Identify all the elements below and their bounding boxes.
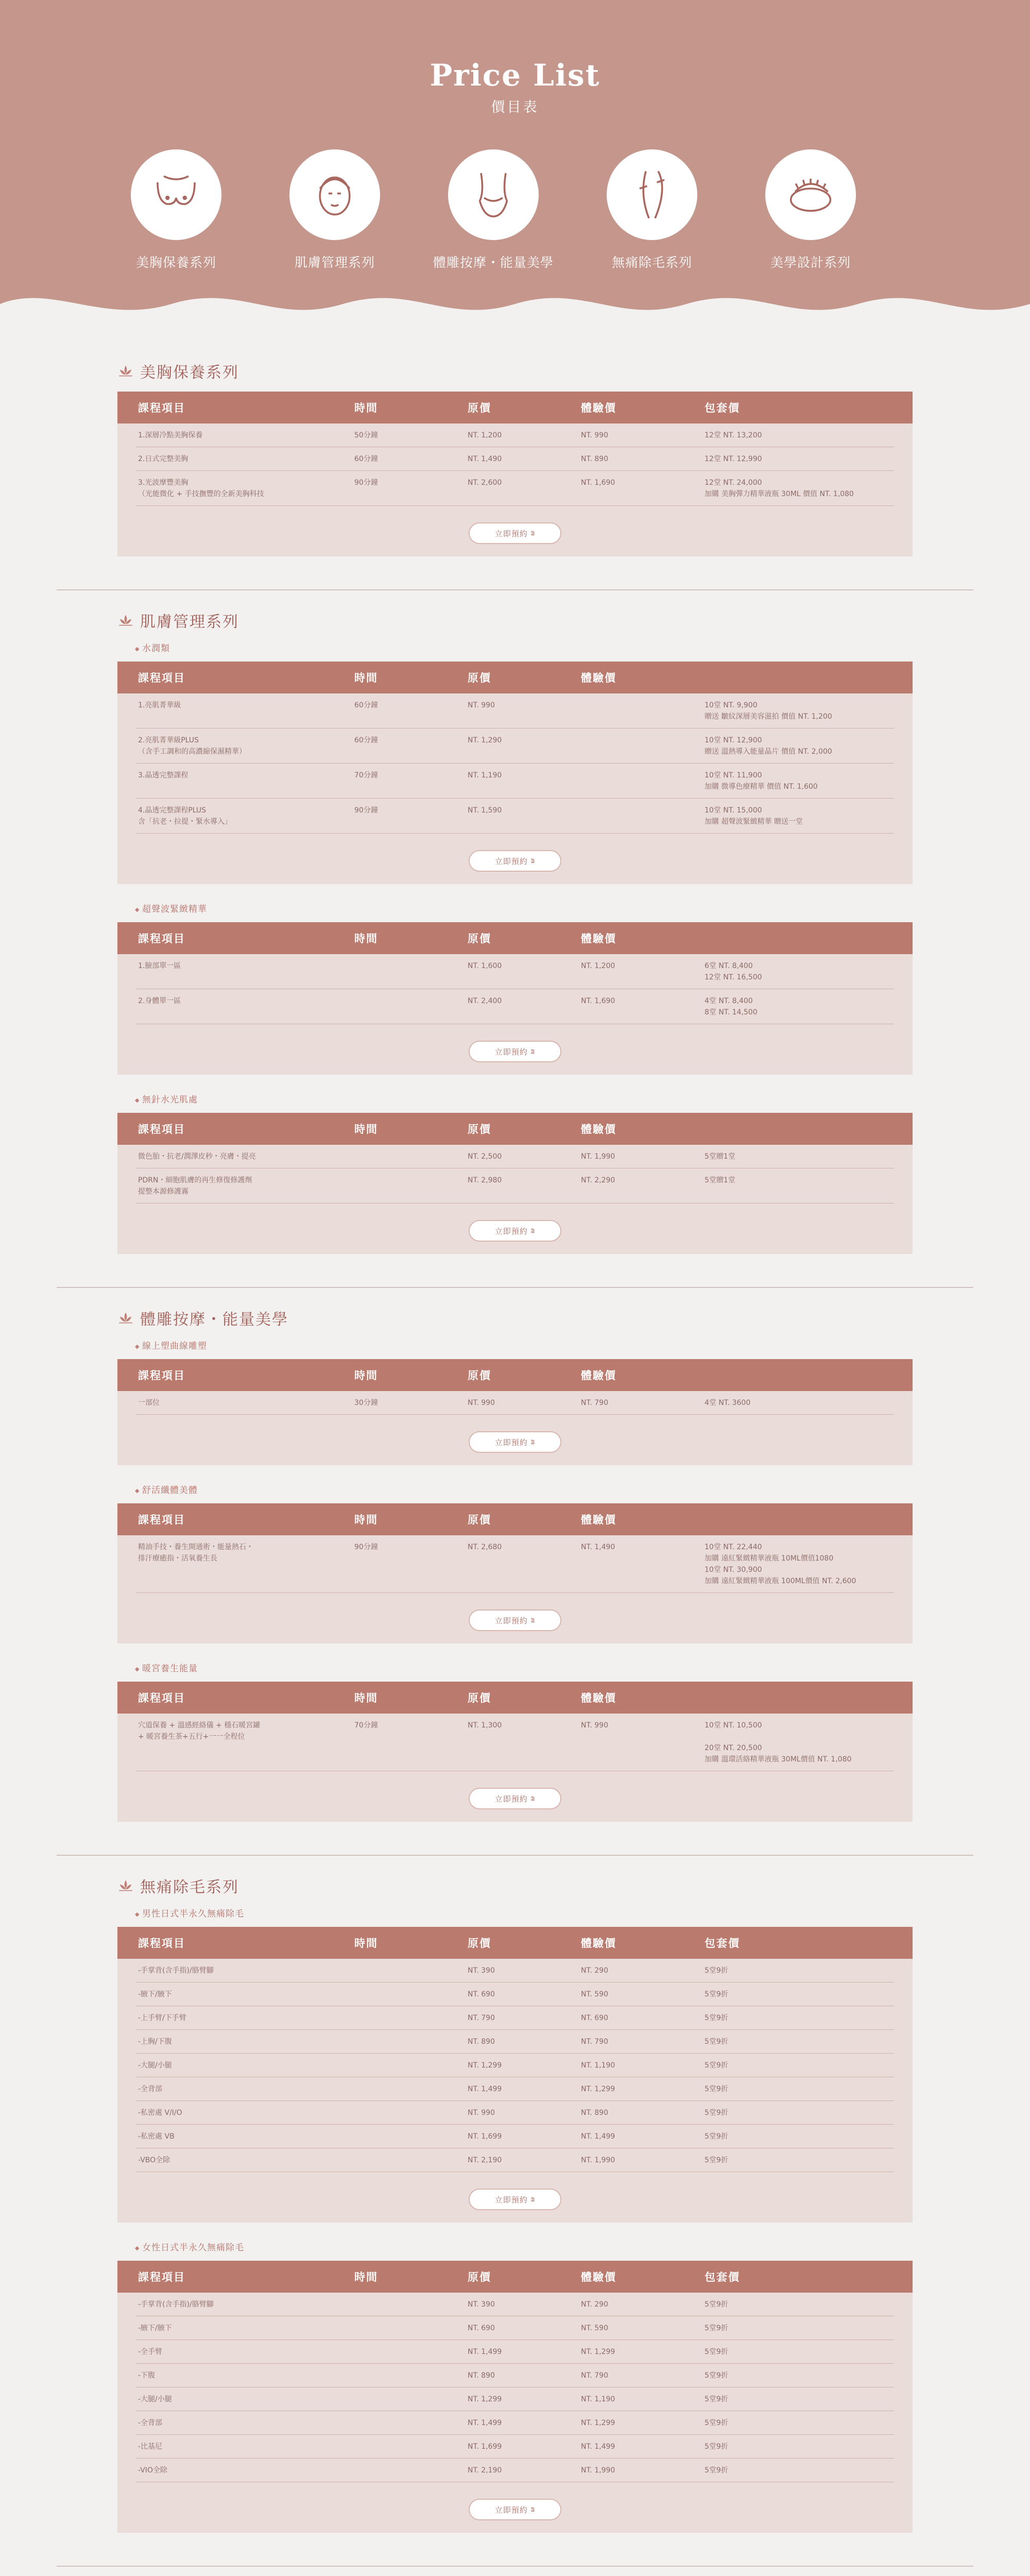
cell-item: -腋下/腋下 <box>138 2324 172 2332</box>
column-header-time: 時間 <box>354 671 378 684</box>
table-row <box>136 2006 894 2030</box>
section-title <box>117 1875 239 1896</box>
cell-item: -大腿/小腿 <box>138 2395 172 2403</box>
column-header-item: 課程項目 <box>138 671 185 684</box>
column-header-time: 時間 <box>354 1123 378 1136</box>
category-label: 體雕按摩・能量美學 <box>433 255 554 270</box>
cell-item: -私密處 V/I/O <box>138 2109 182 2117</box>
table-row <box>136 1391 894 1415</box>
cell-price: NT. 1,499 <box>468 2419 502 2427</box>
subsection-title: ◆ 水潤類 <box>135 641 170 654</box>
lotus-icon <box>117 1878 134 1893</box>
cell-price: NT. 990 <box>468 2109 495 2117</box>
price-table <box>117 2261 913 2533</box>
cell-package: 12堂 NT. 24,000 加購 美胸彈力精華液瓶 30ML 價值 NT. 1,080 <box>705 479 854 498</box>
column-header-price: 原價 <box>468 1513 491 1526</box>
column-header-package: 包套價 <box>705 401 740 414</box>
book-now-button[interactable]: 立即預約 ⩰ <box>469 2499 561 2520</box>
cell-package: 5堂贈1堂 <box>705 1153 735 1161</box>
table-row <box>136 2293 894 2316</box>
cell-price: NT. 1,290 <box>468 736 502 744</box>
cell-package: 6堂 NT. 8,400 12堂 NT. 16,500 <box>705 962 762 981</box>
cell-package: 5堂贈1堂 <box>705 1176 735 1184</box>
cell-time: 70分鐘 <box>354 1721 378 1730</box>
cell-time: 60分鐘 <box>354 455 378 463</box>
cell-time: 70分鐘 <box>354 771 378 779</box>
cell-package: 10堂 NT. 12,900 贈送 溫熱導入能量晶片 價值 NT. 2,000 <box>705 736 832 756</box>
subsection-title: ◆ 舒活纖體美體 <box>135 1483 198 1496</box>
section-title-text: 肌膚管理系列 <box>140 613 239 631</box>
price-table <box>117 662 913 884</box>
page-title: Price List <box>430 58 600 93</box>
table-row <box>136 2077 894 2101</box>
table-row <box>136 2101 894 2125</box>
category-lash[interactable] <box>744 149 878 271</box>
table-row <box>136 799 894 834</box>
cell-price: NT. 890 <box>468 2371 495 2380</box>
cell-package: 5堂9折 <box>705 2014 728 2022</box>
column-header-trial: 體驗價 <box>581 1513 616 1526</box>
cell-trial: NT. 1,490 <box>581 1543 615 1551</box>
cell-price: NT. 990 <box>468 701 495 709</box>
cell-item: 1.深層冷點美胸保養 <box>138 431 203 439</box>
price-table <box>117 392 913 556</box>
table-header <box>117 1359 913 1391</box>
column-header-item: 課程項目 <box>138 932 185 945</box>
column-header-price: 原價 <box>468 1937 491 1950</box>
table-row <box>136 1959 894 1982</box>
table-row <box>136 2054 894 2077</box>
cell-price: NT. 1,699 <box>468 2132 502 2141</box>
column-header-item: 課程項目 <box>138 1513 185 1526</box>
table-row <box>136 764 894 799</box>
subsection-title: ◆ 暖宮養生能量 <box>135 1661 198 1674</box>
section-title-text: 美胸保養系列 <box>140 364 239 382</box>
price-table <box>117 1682 913 1822</box>
column-header-item: 課程項目 <box>138 2270 185 2283</box>
table-row <box>136 2459 894 2482</box>
cell-time: 30分鐘 <box>354 1399 378 1407</box>
column-header-time: 時間 <box>354 1513 378 1526</box>
section-divider <box>57 589 973 590</box>
column-header-price: 原價 <box>468 932 491 945</box>
cell-price: NT. 1,299 <box>468 2061 502 2070</box>
section-divider <box>57 1855 973 1856</box>
column-header-item: 課程項目 <box>138 1691 185 1704</box>
column-header-time: 時間 <box>354 1691 378 1704</box>
table-row <box>136 2316 894 2340</box>
table-row <box>136 471 894 506</box>
cell-package: 5堂9折 <box>705 2132 728 2141</box>
cell-price: NT. 1,699 <box>468 2443 502 2451</box>
column-header-price: 原價 <box>468 401 491 414</box>
table-header <box>117 662 913 693</box>
table-row <box>136 728 894 764</box>
cell-item: -大腿/小腿 <box>138 2061 172 2070</box>
cell-time: 90分鐘 <box>354 479 378 487</box>
column-header-trial: 體驗價 <box>581 1369 616 1382</box>
cell-trial: NT. 790 <box>581 2038 608 2046</box>
cell-trial: NT. 1,990 <box>581 1153 615 1161</box>
cell-price: NT. 390 <box>468 1967 495 1975</box>
cell-price: NT. 2,980 <box>468 1176 502 1184</box>
cell-item: 1.亮肌菁華級 <box>138 701 181 709</box>
category-label: 美學設計系列 <box>770 255 851 270</box>
cell-item: -全背部 <box>138 2085 163 2093</box>
cell-item: -VBO全除 <box>138 2156 170 2164</box>
wave-divider <box>0 283 1030 319</box>
book-now-button[interactable]: 立即預約 ⩰ <box>469 1431 561 1453</box>
table-row <box>136 989 894 1024</box>
cell-trial: NT. 1,190 <box>581 2395 615 2403</box>
table-row <box>136 1714 894 1771</box>
table-header <box>117 1503 913 1535</box>
cell-trial: NT. 890 <box>581 455 608 463</box>
section-title-text: 無痛除毛系列 <box>140 1878 239 1896</box>
cell-item: 微色胎・抗老/潤澤皮秒・亮膚・提亮 <box>138 1153 256 1161</box>
cell-trial: NT. 990 <box>581 431 608 439</box>
subsection-title: ◆ 超聲波緊緻精華 <box>135 902 207 914</box>
cell-item: -下腹 <box>138 2371 156 2380</box>
cell-item: -私密處 VB <box>138 2132 175 2141</box>
book-now-button[interactable]: 立即預約 ⩰ <box>469 1788 561 1809</box>
cell-trial: NT. 890 <box>581 2109 608 2117</box>
table-row <box>136 2411 894 2435</box>
page-subtitle: 價目表 <box>491 99 539 115</box>
table-row <box>136 2148 894 2172</box>
column-header-price: 原價 <box>468 671 491 684</box>
category-legs[interactable] <box>585 149 719 271</box>
cell-time: 60分鐘 <box>354 701 378 709</box>
cell-trial: NT. 290 <box>581 1967 608 1975</box>
column-header-time: 時間 <box>354 1937 378 1950</box>
lotus-icon <box>117 613 134 628</box>
cell-item: -上胸/下腹 <box>138 2038 172 2046</box>
table-header <box>117 1927 913 1959</box>
cell-time: 90分鐘 <box>354 806 378 815</box>
chest-icon <box>131 149 221 240</box>
table-header <box>117 1113 913 1145</box>
category-chest[interactable] <box>109 149 243 271</box>
table-row <box>136 2030 894 2054</box>
price-table <box>117 1927 913 2223</box>
section-title <box>117 610 239 631</box>
section-title-text: 體雕按摩・能量美學 <box>140 1311 288 1329</box>
cell-item: -手掌背(含手指)/胳臂腳 <box>138 2300 214 2309</box>
book-now-button[interactable]: 立即預約 ⩰ <box>469 1609 561 1631</box>
book-now-button[interactable]: 立即預約 ⩰ <box>469 1041 561 1062</box>
cell-item: -手掌背(含手指)/胳臂腳 <box>138 1967 214 1975</box>
table-header <box>117 1682 913 1714</box>
cell-trial: NT. 790 <box>581 2371 608 2380</box>
price-table <box>117 1359 913 1465</box>
cell-price: NT. 790 <box>468 2014 495 2022</box>
cell-price: NT. 2,190 <box>468 2466 502 2475</box>
cell-price: NT. 2,500 <box>468 1153 502 1161</box>
table-header <box>117 922 913 954</box>
cell-price: NT. 1,499 <box>468 2348 502 2356</box>
cell-trial: NT. 990 <box>581 1721 608 1730</box>
section-divider <box>57 1287 973 1288</box>
cell-item: -全手臂 <box>138 2348 163 2356</box>
cell-package: 5堂9折 <box>705 2466 728 2475</box>
cell-item: 3.晶透完整課程 <box>138 771 188 779</box>
section-title <box>117 1308 288 1328</box>
table-row <box>136 693 894 728</box>
cell-trial: NT. 790 <box>581 1399 608 1407</box>
category-label: 美胸保養系列 <box>135 255 216 270</box>
column-header-time: 時間 <box>354 401 378 414</box>
cell-price: NT. 1,499 <box>468 2085 502 2093</box>
price-table <box>117 922 913 1075</box>
cell-item: 穴道保養 + 溫感經絡儀 + 穩石暖宮罐 + 暖宮養生茶+五行+一一全程位 <box>138 1721 261 1741</box>
cell-item: -比基尼 <box>138 2443 163 2451</box>
cell-item: 1.臉部單一區 <box>138 962 181 970</box>
subsection-title: ◆ 無針水光肌處 <box>135 1092 198 1105</box>
cell-package: 4堂 NT. 8,400 8堂 NT. 14,500 <box>705 997 758 1016</box>
cell-price: NT. 1,600 <box>468 962 502 970</box>
table-row <box>136 2387 894 2411</box>
cell-price: NT. 390 <box>468 2300 495 2309</box>
table-row <box>136 2435 894 2459</box>
section-title <box>117 361 239 381</box>
cell-time: 60分鐘 <box>354 736 378 744</box>
cell-item: 2.身體單一區 <box>138 997 181 1005</box>
cell-time: 90分鐘 <box>354 1543 378 1551</box>
cell-package: 10堂 NT. 15,000 加購 超聲波緊緻精華 贈送一堂 <box>705 806 803 826</box>
cell-trial: NT. 1,190 <box>581 2061 615 2070</box>
cell-package: 12堂 NT. 12,990 <box>705 455 762 463</box>
cell-trial: NT. 1,299 <box>581 2348 615 2356</box>
cell-trial: NT. 1,499 <box>581 2132 615 2141</box>
table-row <box>136 1145 894 1168</box>
table-header <box>117 392 913 423</box>
subsection-title: ◆ 線上塑曲線雕塑 <box>135 1338 207 1351</box>
column-header-item: 課程項目 <box>138 1123 185 1136</box>
cell-package: 5堂9折 <box>705 2061 728 2070</box>
column-header-trial: 體驗價 <box>581 2270 616 2283</box>
lotus-icon <box>117 364 134 378</box>
column-header-item: 課程項目 <box>138 1369 185 1382</box>
cell-price: NT. 2,680 <box>468 1543 502 1551</box>
book-now-button[interactable]: 立即預約 ⩰ <box>469 1220 561 1242</box>
cell-trial: NT. 1,299 <box>581 2419 615 2427</box>
cell-package: 5堂9折 <box>705 2395 728 2403</box>
table-header <box>117 2261 913 2293</box>
cell-trial: NT. 2,290 <box>581 1176 615 1184</box>
cell-item: -VIO全除 <box>138 2466 167 2475</box>
cell-package: 5堂9折 <box>705 2300 728 2309</box>
cell-price: NT. 1,590 <box>468 806 502 815</box>
table-row <box>136 2364 894 2387</box>
column-header-time: 時間 <box>354 932 378 945</box>
cell-price: NT. 890 <box>468 2038 495 2046</box>
category-body[interactable] <box>426 149 560 271</box>
cell-item: -上手臂/下手臂 <box>138 2014 186 2022</box>
category-face[interactable] <box>268 149 402 271</box>
column-header-price: 原價 <box>468 1123 491 1136</box>
cell-trial: NT. 590 <box>581 2324 608 2332</box>
column-header-item: 課程項目 <box>138 1937 185 1950</box>
cell-package: 5堂9折 <box>705 2371 728 2380</box>
cell-price: NT. 690 <box>468 1990 495 1998</box>
cell-price: NT. 1,299 <box>468 2395 502 2403</box>
table-row <box>136 954 894 989</box>
cell-item: 3.光波摩豐美胸 （光能微化 + 手技撫豐的全新美胸科技 <box>138 479 264 498</box>
cell-item: 一部位 <box>138 1399 160 1407</box>
column-header-item: 課程項目 <box>138 401 185 414</box>
cell-package: 10堂 NT. 10,500 20堂 NT. 20,500 加購 溫環活絡精華液瓶 30ML價值 NT. 1,080 <box>705 1721 852 1764</box>
cell-price: NT. 1,190 <box>468 771 502 779</box>
column-header-trial: 體驗價 <box>581 1937 616 1950</box>
cell-item: 4.晶透完整課程PLUS 含「抗老・拉提・緊水導入」 <box>138 806 232 826</box>
cell-package: 10堂 NT. 9,900 贈送 皺紋深層美容滋拍 價值 NT. 1,200 <box>705 701 832 721</box>
price-table <box>117 1113 913 1254</box>
table-row <box>136 1535 894 1593</box>
cell-package: 5堂9折 <box>705 2419 728 2427</box>
cell-item: PDRN・細胞肌膚的再生修復修護劑 提整本源修護霧 <box>138 1176 252 1196</box>
cell-package: 5堂9折 <box>705 2038 728 2046</box>
column-header-price: 原價 <box>468 1369 491 1382</box>
cell-package: 5堂9折 <box>705 1990 728 1998</box>
cell-price: NT. 2,400 <box>468 997 502 1005</box>
lotus-icon <box>117 1311 134 1325</box>
cell-package: 5堂9折 <box>705 2443 728 2451</box>
table-row <box>136 2340 894 2364</box>
column-header-package: 包套價 <box>705 1937 740 1950</box>
cell-package: 5堂9折 <box>705 1967 728 1975</box>
cell-item: 精油手技・養生開通術・能量熱石・ 排汗療癒指・活氧養生長 <box>138 1543 253 1563</box>
cell-trial: NT. 1,690 <box>581 479 615 487</box>
cell-package: 10堂 NT. 11,900 加購 微導色療精華 價值 NT. 1,600 <box>705 771 818 791</box>
table-row <box>136 423 894 447</box>
column-header-time: 時間 <box>354 2270 378 2283</box>
cell-price: NT. 1,200 <box>468 431 502 439</box>
subsection-title: ◆ 女性日式半永久無痛除毛 <box>135 2240 244 2253</box>
cell-package: 4堂 NT. 3600 <box>705 1399 751 1407</box>
cell-package: 12堂 NT. 13,200 <box>705 431 762 439</box>
header <box>0 0 1030 319</box>
table-row <box>136 447 894 471</box>
cell-trial: NT. 1,690 <box>581 997 615 1005</box>
lash-icon <box>765 149 856 240</box>
section-divider <box>57 2566 973 2567</box>
category-label: 無痛除毛系列 <box>611 255 692 270</box>
book-now-button[interactable]: 立即預約 ⩰ <box>469 522 561 544</box>
legs-icon <box>607 149 697 240</box>
category-nav <box>0 149 1030 273</box>
cell-trial: NT. 1,990 <box>581 2156 615 2164</box>
cell-price: NT. 1,490 <box>468 455 502 463</box>
cell-item: 2.日式完整美胸 <box>138 455 188 463</box>
cell-package: 5堂9折 <box>705 2109 728 2117</box>
column-header-trial: 體驗價 <box>581 932 616 945</box>
cell-trial: NT. 1,200 <box>581 962 615 970</box>
cell-time: 50分鐘 <box>354 431 378 439</box>
cell-price: NT. 1,300 <box>468 1721 502 1730</box>
cell-trial: NT. 290 <box>581 2300 608 2309</box>
table-row <box>136 1982 894 2006</box>
book-now-button[interactable]: 立即預約 ⩰ <box>469 850 561 872</box>
cell-item: -腋下/腋下 <box>138 1990 172 1998</box>
column-header-price: 原價 <box>468 2270 491 2283</box>
table-row <box>136 1168 894 1204</box>
cell-trial: NT. 590 <box>581 1990 608 1998</box>
table-row <box>136 2125 894 2148</box>
column-header-trial: 體驗價 <box>581 1123 616 1136</box>
cell-item: 2.亮肌菁華級PLUS （含手工調和的高濃縮保濕精華） <box>138 736 246 756</box>
subsection-title: ◆ 男性日式半永久無痛除毛 <box>135 1906 244 1919</box>
cell-package: 5堂9折 <box>705 2348 728 2356</box>
column-header-trial: 體驗價 <box>581 1691 616 1704</box>
column-header-trial: 體驗價 <box>581 401 616 414</box>
column-header-package: 包套價 <box>705 2270 740 2283</box>
column-header-trial: 體驗價 <box>581 671 616 684</box>
cell-package: 5堂9折 <box>705 2324 728 2332</box>
cell-item: -全背部 <box>138 2419 163 2427</box>
price-table <box>117 1503 913 1643</box>
body-icon <box>448 149 539 240</box>
cell-price: NT. 990 <box>468 1399 495 1407</box>
cell-package: 10堂 NT. 22,440 加購 遠紅緊緻精華液瓶 10ML價值1080 10堂 NT. 30,900 加購 遠紅緊緻精華液瓶 100ML價值 NT. 2,600 <box>705 1543 856 1585</box>
cell-trial: NT. 690 <box>581 2014 608 2022</box>
cell-trial: NT. 1,990 <box>581 2466 615 2475</box>
cell-price: NT. 2,600 <box>468 479 502 487</box>
column-header-price: 原價 <box>468 1691 491 1704</box>
category-label: 肌膚管理系列 <box>294 255 375 270</box>
cell-trial: NT. 1,499 <box>581 2443 615 2451</box>
column-header-time: 時間 <box>354 1369 378 1382</box>
cell-package: 5堂9折 <box>705 2156 728 2164</box>
cell-trial: NT. 1,299 <box>581 2085 615 2093</box>
cell-price: NT. 690 <box>468 2324 495 2332</box>
cell-package: 5堂9折 <box>705 2085 728 2093</box>
cell-price: NT. 2,190 <box>468 2156 502 2164</box>
face-icon <box>289 149 380 240</box>
book-now-button[interactable]: 立即預約 ⩰ <box>469 2189 561 2210</box>
